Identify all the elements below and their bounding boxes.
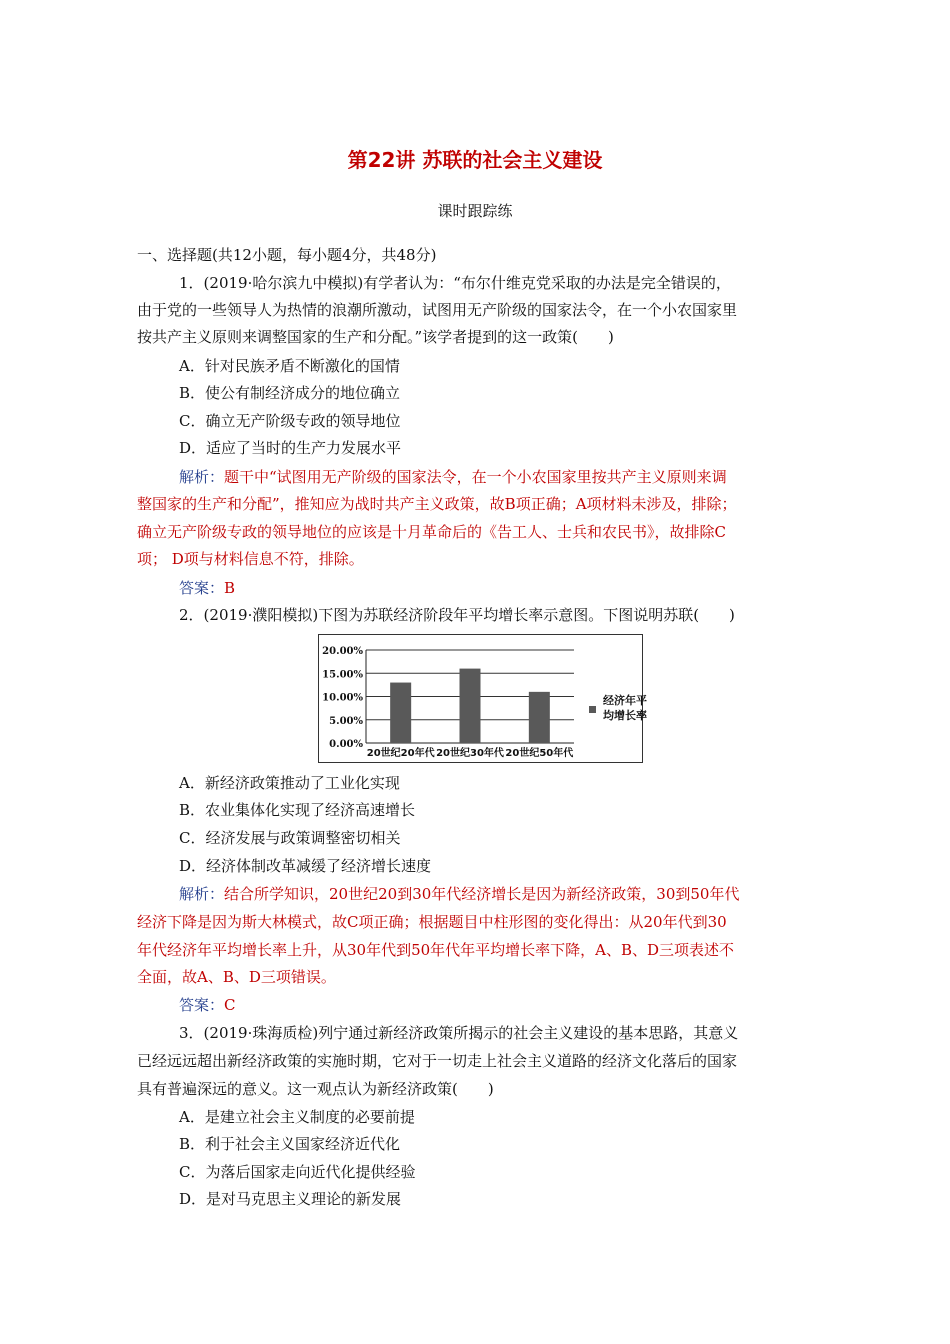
bar <box>529 692 550 743</box>
y-tick-label: 10.00% <box>322 692 363 704</box>
legend-swatch <box>589 706 596 713</box>
q2-analysis-label: 解析： <box>179 885 225 903</box>
q3-option-d: D．是对马克思主义理论的新发展 <box>179 1190 402 1208</box>
q2-analysis-text: 结合所学知识，20世纪20到30年代经济增长是因为新经济政策，30到50年代 <box>224 885 740 903</box>
q3-option-b: B．利于社会主义国家经济近代化 <box>179 1135 401 1153</box>
q1-answer <box>179 578 829 598</box>
page-subtitle: 课时跟踪练 <box>437 202 513 220</box>
legend-label: 经济年平 <box>603 694 647 707</box>
q3-option-c: C．为落后国家走向近代化提供经验 <box>179 1163 416 1181</box>
q2-answer <box>179 995 829 1015</box>
q2-option-b: B．农业集体化实现了经济高速增长 <box>179 801 416 819</box>
q1-stem-line: 按共产主义原则来调整国家的生产和分配。”该学者提到的这一政策( ) <box>137 328 614 346</box>
q2-answer-value: C <box>224 996 236 1014</box>
q1-analysis-line: 整国家的生产和分配”，推知应为战时共产主义政策，故B项正确；A项材料未涉及，排除； <box>137 495 737 513</box>
q2-option-a: A．新经济政策推动了工业化实现 <box>179 774 400 792</box>
q1-option-d: D．适应了当时的生产力发展水平 <box>179 439 402 457</box>
y-tick-label: 5.00% <box>329 715 363 727</box>
x-tick-label: 20世纪30年代 <box>436 748 504 759</box>
q3-stem-line: 已经远远超出新经济政策的实施时期，它对于一切走上社会主义道路的经济文化落后的国家 <box>137 1052 738 1070</box>
q1-answer-label: 答案： <box>179 579 225 597</box>
q1-analysis-text: 题干中“试图用无产阶级的国家法令，在一个小农国家里按共产主义原则来调 <box>224 468 727 486</box>
q3-stem-line: 具有普遍深远的意义。这一观点认为新经济政策( ) <box>137 1080 494 1098</box>
q2-analysis-line: 全面，故A、B、D三项错误。 <box>137 968 336 986</box>
bar <box>390 683 411 743</box>
q1-analysis-line: 项； D项与材料信息不符，排除。 <box>137 550 364 568</box>
q3-option-a: A．是建立社会主义制度的必要前提 <box>179 1108 415 1126</box>
q1-analysis-label: 解析： <box>179 468 225 486</box>
q1-stem-line: 1．(2019·哈尔滨九中模拟)有学者认为：“布尔什维克党采取的办法是完全错误的， <box>179 274 731 292</box>
y-tick-label: 15.00% <box>322 669 363 681</box>
q2-option-c: C．经济发展与政策调整密切相关 <box>179 829 401 847</box>
q1-option-c: C．确立无产阶级专政的领导地位 <box>179 412 401 430</box>
q2-option-d: D．经济体制改革减缓了经济增长速度 <box>179 857 432 875</box>
q1-option-a: A．针对民族矛盾不断激化的国情 <box>179 357 400 375</box>
bar <box>460 669 481 743</box>
y-tick-label: 20.00% <box>322 646 363 657</box>
q1-stem-line: 由于党的一些领导人为热情的浪潮所激动，试图用无产阶级的国家法令，在一个小农国家里 <box>137 301 738 319</box>
x-tick-label: 20世纪20年代 <box>366 748 435 759</box>
x-tick-label: 20世纪50年代 <box>505 748 574 759</box>
growth-rate-chart <box>318 634 647 763</box>
chart-svg <box>319 635 647 762</box>
q1-answer-value: B <box>224 579 236 597</box>
q2-answer-label: 答案： <box>179 996 225 1014</box>
q2-analysis <box>179 884 829 904</box>
legend-label: 均增长率 <box>603 709 647 722</box>
q1-analysis <box>179 467 829 487</box>
section-heading: 一、选择题(共12小题，每小题4分，共48分) <box>137 246 437 264</box>
q3-stem-line: 3．(2019·珠海质检)列宁通过新经济政策所揭示的社会主义建设的基本思路，其意义 <box>179 1024 739 1042</box>
page-title: 第22讲 苏联的社会主义建设 <box>347 148 603 172</box>
q1-option-b: B．使公有制经济成分的地位确立 <box>179 384 401 402</box>
q1-analysis-line: 确立无产阶级专政的领导地位的应该是十月革命后的《告工人、士兵和农民书》，故排除C <box>137 523 726 541</box>
q2-stem-line: 2．(2019·濮阳模拟)下图为苏联经济阶段年平均增长率示意图。下图说明苏联( ) <box>179 606 735 624</box>
q2-analysis-line: 经济下降是因为斯大林模式，故C项正确；根据题目中柱形图的变化得出：从20年代到30 <box>137 913 727 931</box>
q2-analysis-line: 年代经济年平均增长率上升，从30年代到50年代年平均增长率下降，A、B、D三项表述不 <box>137 941 735 959</box>
y-tick-label: 0.00% <box>329 739 363 750</box>
